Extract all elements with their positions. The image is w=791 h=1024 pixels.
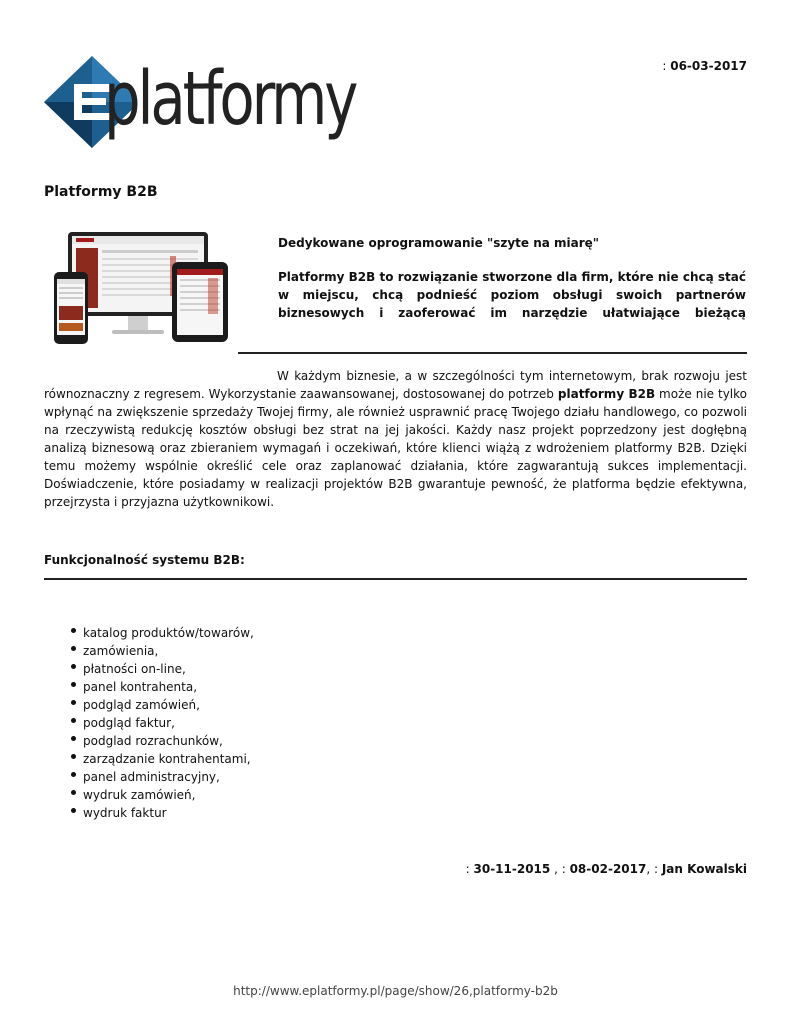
intro-lead: Platformy B2B to rozwiązanie stworzone dla firm, które nie chcą stać w miejscu, chcą podnieść poziom obsługi swoich partnerów biznesowych i zaoferować im narzędzie ułatwiające bieżącą [278,270,746,320]
created-date: 30-11-2015 [473,862,551,876]
body-paragraph [44,367,747,511]
list-item: wydruk faktur [70,804,254,822]
body-bold-term: platformy B2B [557,387,656,401]
intro-heading: Dedykowane oprogramowanie "szyte na miarę" [278,236,600,250]
print-date-value: 06-03-2017 [670,59,747,73]
meta-separator: , : [550,862,570,876]
footer-url: http://www.eplatformy.pl/page/show/26,platformy-b2b [233,984,558,998]
features-heading: Funkcjonalność systemu B2B: [44,553,245,567]
section-divider [238,352,747,354]
print-date [662,59,747,73]
features-list [70,624,254,822]
print-date-prefix: : [662,59,667,73]
list-item: zamówienia, [70,642,254,660]
page-title: Platformy B2B [44,184,158,200]
devices-illustration [50,226,235,354]
section-divider [44,578,747,580]
modified-date: 08-02-2017 [569,862,647,876]
list-item: panel kontrahenta, [70,678,254,696]
list-item: wydruk zamówień, [70,786,254,804]
meta-separator: , : [646,862,662,876]
list-item: zarządzanie kontrahentami, [70,750,254,768]
intro-block [278,234,746,322]
list-item: podglad rozrachunków, [70,732,254,750]
author-name: Jan Kowalski [661,862,747,876]
body-part-1: W każdym biznesie, a w szczególności tym internetowym, brak rozwoju jest równoznaczny z regresem. Wykorzystanie zaawansowanej, dostosowanej do potrzeb [44,369,747,401]
list-item: katalog produktów/towarów, [70,624,254,642]
list-item: panel administracyjny, [70,768,254,786]
document-meta [466,862,747,876]
eplatformy-logo [44,52,356,152]
list-item: podgląd faktur, [70,714,254,732]
list-item: płatności on-line, [70,660,254,678]
body-part-2: może nie tylko wpłynąć na zwiększenie sprzedaży Twojej firmy, ale również usprawnić pracę Twojego działu handlowego, co pozwoli na rzeczywistą redukcję kosztów obsługi bez strat na jej jakości. Każdy nasz projekt poprzedzony jest dogłębną analizą biznesową oraz zbieraniem wymagań i oczekiwań, które klienci wiążą z wdrożeniem platformy B2B. Dzięki temu możemy wspólnie określić cele oraz zaplanować działania, które zagwarantują sukces implementacji. Doświadczenie, które posiadamy w realizacji projektów B2B gwarantuje pewność, że platforma będzie efektywna, przejrzysta i przyjazna użytkownikowi. [44,387,748,509]
list-item: podgląd zamówień, [70,696,254,714]
logo-wordmark: platformy [104,56,356,142]
meta-prefix: : [465,862,474,876]
